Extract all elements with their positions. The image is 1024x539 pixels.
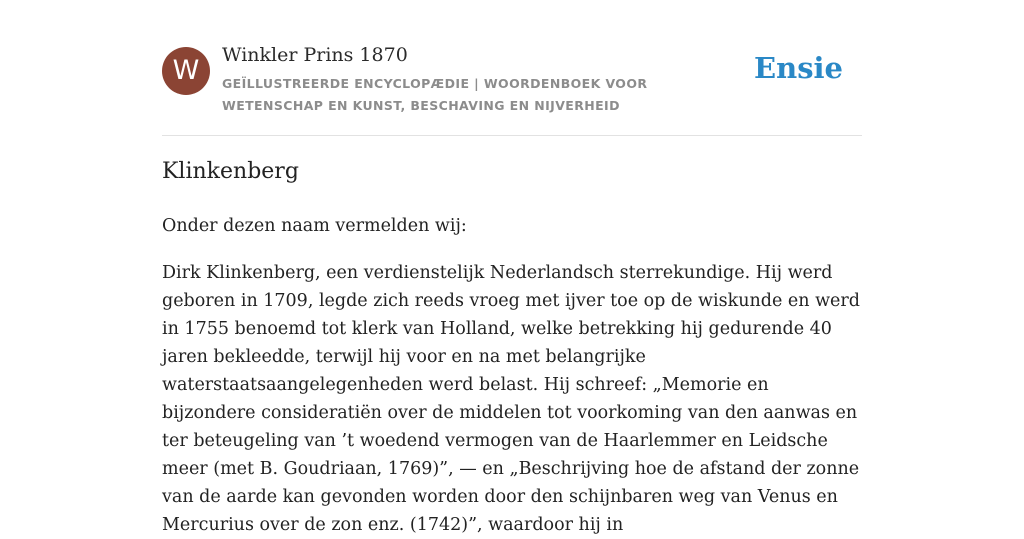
source-subtitle: GEÏLLUSTREERDE ENCYCLOPÆDIE | WOORDENBOEK VOOR WETENSCHAP EN KUNST, BESCHAVING EN NIJVERHEID: [222, 76, 648, 113]
page-container: [162, 0, 862, 535]
source-header: [162, 0, 862, 136]
entry-title: Klinkenberg: [162, 159, 299, 184]
source-avatar[interactable]: W: [162, 47, 210, 95]
ensie-logo-link[interactable]: Ensie: [754, 51, 843, 85]
entry-paragraph-body: Dirk Klinkenberg, een verdienstelijk Nederlandsch sterrekundige. Hij werd geboren in 1709, legde zich reeds vroeg met ijver toe op de wiskunde en werd in 1755 benoemd tot klerk van Holland, welke betrekking hij gedurende 40 jaren bekleedde, terwijl hij voor en na met belangrijke waterstaatsaangelegenheden werd belast. Hij schreef: „Memorie en bijzondere consideratiën over de middelen tot voorkoming van den aanwas en ter beteugeling van ’t woedend vermogen van de Haarlemmer en Leidsche meer (met B. Goudriaan, 1769)”, — en „Beschrijving hoe de afstand der zonne van de aarde kan gevonden worden door den schijnbaren weg van Venus en Mercurius over de zon enz. (1742)”, waardoor hij in: [162, 263, 860, 535]
entry-paragraph-intro: Onder dezen naam vermelden wij:: [162, 216, 467, 236]
source-title[interactable]: Winkler Prins 1870: [222, 44, 408, 66]
